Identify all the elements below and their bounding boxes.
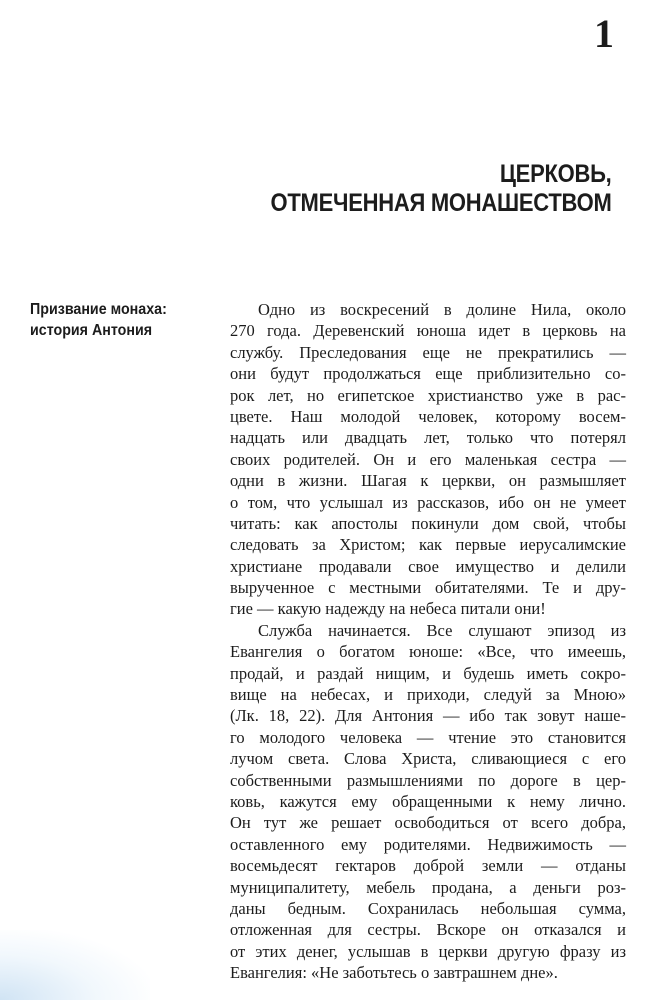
body-line: го молодого человека — чтение это становится — [230, 727, 626, 747]
body-line: продай, и раздай нищим, и будешь иметь сокро- — [230, 663, 626, 683]
body-line: собственными размышлениями по дороге в цер- — [230, 770, 626, 790]
body-line: одни в жизни. Шагая к церкви, он размышляет — [230, 471, 626, 491]
chapter-title — [271, 160, 612, 218]
body-line: надцать или двадцать лет, только что потерял — [230, 428, 626, 448]
body-line: они будут продолжаться еще приблизительно со- — [230, 364, 626, 384]
body-line: вище на небесах, и приходи, следуй за Мною» — [230, 685, 626, 705]
body-line: оставленного ему родителями. Недвижимость — — [230, 834, 626, 854]
body-line: отложенная для сестры. Вскоре он отказался и — [230, 920, 626, 940]
side-heading-line-1: Призвание монаха: — [30, 301, 167, 318]
body-line: (Лк. 18, 22). Для Антония — ибо так зовут наше- — [230, 706, 626, 726]
body-line: своих родителей. Он и его маленькая сестра — — [230, 449, 626, 469]
body-line: от этих денег, услышав в церкви другую фразу из — [230, 941, 626, 961]
side-heading — [30, 299, 209, 341]
chapter-title-line-1: ЦЕРКОВЬ, — [500, 160, 612, 188]
body-line: христиане продавали свое имущество и делили — [230, 556, 626, 576]
body-line: цвете. Наш молодой человек, которому восем- — [230, 406, 626, 426]
body-line: службу. Преследования еще не прекратились — — [230, 342, 626, 362]
body-line: Евангелия о богатом юноше: «Все, что имеешь, — [230, 642, 626, 662]
body-line: ковь, кажутся ему обращенными к нему лично. — [230, 791, 626, 811]
body-line: 270 года. Деревенский юноша идет в церковь на — [230, 321, 626, 341]
body-line: читать: как апостолы покинули дом свой, чтобы — [230, 513, 626, 533]
body-line: гие — какую надежду на небеса питали они! — [230, 599, 546, 619]
body-line: муниципалитету, мебель продана, а деньги роз- — [230, 877, 626, 897]
page-corner-tint — [0, 930, 150, 1000]
body-line: о том, что услышал из рассказов, ибо он не умеет — [230, 492, 626, 512]
body-line: Служба начинается. Все слушают эпизод из — [258, 620, 626, 640]
body-line: лучом света. Слова Христа, сливающиеся с его — [230, 749, 626, 769]
body-line: следовать за Христом; как первые иерусалимские — [230, 535, 626, 555]
side-heading-line-2: история Антония — [30, 322, 153, 339]
body-line: даны бедным. Сохранилась небольшая сумма, — [230, 898, 626, 918]
body-line: Он тут же решает освободиться от всего добра, — [230, 813, 626, 833]
body-line: Одно из воскресений в долине Нила, около — [258, 300, 626, 319]
body-text — [230, 299, 626, 984]
body-line: восемьдесят гектаров доброй земли — отданы — [230, 856, 626, 876]
body-line: рок лет, но египетское христианство уже в рас- — [230, 385, 626, 405]
chapter-number: 1 — [594, 11, 614, 56]
body-line: вырученное с местными обитателями. Те и дру- — [230, 578, 626, 598]
chapter-title-line-2: ОТМЕЧЕННАЯ МОНАШЕСТВОМ — [270, 189, 612, 217]
body-line: Евангелия: «Не заботьтесь о завтрашнем дне». — [230, 963, 558, 983]
